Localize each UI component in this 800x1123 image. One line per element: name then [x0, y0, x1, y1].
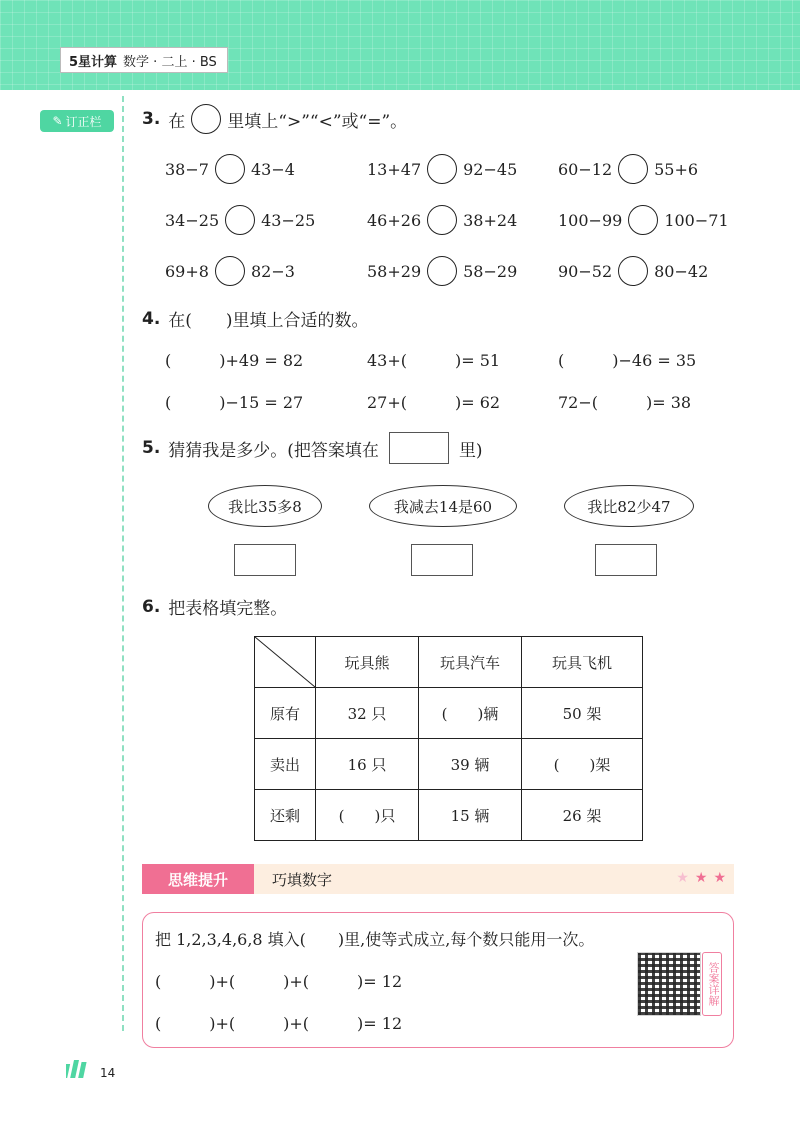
riddle-bubble: 我比82少47: [564, 485, 694, 527]
compare-expr: [367, 256, 517, 286]
compare-expr: [558, 205, 729, 235]
compare-circle[interactable]: [618, 154, 648, 184]
compare-circle[interactable]: [427, 154, 457, 184]
compare-expr: [367, 154, 517, 184]
question-text: 把表格填完整。: [168, 599, 288, 619]
thinking-question: 把 1,2,3,4,6,8 填入( )里,使等式成立,每个数只能用一次。: [155, 930, 595, 949]
table-row: [255, 790, 643, 841]
qr-code[interactable]: [637, 952, 701, 1016]
diagonal-line: [255, 637, 315, 687]
expr-left: 69+8: [165, 261, 209, 281]
question-5: [142, 432, 483, 464]
compare-circle[interactable]: [225, 205, 255, 235]
compare-circle[interactable]: [628, 205, 658, 235]
star-icon: ★: [694, 870, 708, 886]
table-cell: 26 架: [522, 790, 643, 841]
expr-right: 82−3: [250, 261, 295, 281]
expr-left: 90−52: [558, 261, 613, 281]
pencil-icon: ✎: [52, 114, 63, 128]
compare-expr: [165, 205, 315, 235]
compare-expr: [558, 154, 698, 184]
compare-expr: [165, 154, 295, 184]
question-text: 在( )里填上合适的数。: [168, 311, 369, 331]
expr-right: 38+24: [463, 210, 518, 230]
table-cell: 15 辆: [419, 790, 522, 841]
compare-expr: [367, 205, 517, 235]
section-title: 思维提升: [142, 864, 254, 894]
compare-circle[interactable]: [427, 256, 457, 286]
compare-expr: [558, 256, 708, 286]
table-header: 玩具飞机: [522, 637, 643, 688]
fill-expr[interactable]: ( )−15 = 27: [165, 393, 304, 412]
expr-left: 13+47: [367, 159, 422, 179]
expr-right: 58−29: [463, 261, 518, 281]
row-label: 原有: [255, 688, 316, 739]
table-cell: 50 架: [522, 688, 643, 739]
table-cell: 39 辆: [419, 739, 522, 790]
compare-circle[interactable]: [618, 256, 648, 286]
page-number: 14: [100, 1066, 116, 1080]
thinking-section-bar: [142, 864, 734, 894]
section-subtitle: 巧填数字: [272, 870, 333, 889]
compare-circle[interactable]: [215, 256, 245, 286]
row-label: 还剩: [255, 790, 316, 841]
expr-left: 60−12: [558, 159, 613, 179]
fill-expr[interactable]: ( )+49 = 82: [165, 351, 304, 370]
question-6: [142, 594, 287, 619]
fill-expr[interactable]: 43+( )= 51: [367, 351, 501, 370]
expr-right: 55+6: [654, 159, 699, 179]
star-icon: ★: [713, 870, 726, 886]
question-text-pre: 在: [168, 111, 186, 132]
expr-left: 46+26: [367, 210, 422, 230]
book-subtitle: 数学 · 二上 · BS: [123, 54, 217, 70]
riddle-bubble: 我比35多8: [208, 485, 322, 527]
expr-right: 43−4: [250, 159, 295, 179]
question-number: 4.: [142, 308, 161, 329]
qr-label: 答案详解: [702, 952, 722, 1016]
correction-text: 订正栏: [65, 114, 102, 129]
margin-divider: [122, 96, 124, 1031]
question-text-post: 里): [458, 440, 483, 461]
fill-expr[interactable]: 72−( )= 38: [558, 393, 692, 412]
thinking-equation[interactable]: ( )+( )+( )= 12: [155, 972, 403, 991]
toy-table: [254, 636, 643, 841]
question-number: 6.: [142, 596, 161, 617]
answer-box[interactable]: [595, 544, 657, 576]
expr-left: 34−25: [165, 210, 220, 230]
table-cell-blank[interactable]: ( )架: [522, 739, 643, 790]
answer-box[interactable]: [234, 544, 296, 576]
table-header-row: [255, 637, 643, 688]
table-cell: 32 只: [316, 688, 419, 739]
row-label: 卖出: [255, 739, 316, 790]
table-corner-cell: [255, 637, 316, 688]
correction-label: [40, 110, 114, 132]
answer-circle: [191, 104, 221, 134]
thinking-equation[interactable]: ( )+( )+( )= 12: [155, 1014, 403, 1033]
book-brand: 5星计算: [69, 54, 118, 70]
compare-expr: [165, 256, 295, 286]
page-header: [0, 0, 800, 90]
table-cell-blank[interactable]: ( )辆: [419, 688, 522, 739]
question-4: [142, 306, 369, 331]
riddle-bubble: 我减去14是60: [369, 485, 517, 527]
table-header: 玩具汽车: [419, 637, 522, 688]
expr-left: 58+29: [367, 261, 422, 281]
table-header: 玩具熊: [316, 637, 419, 688]
book-tag: [60, 47, 228, 73]
table-cell-blank[interactable]: ( )只: [316, 790, 419, 841]
question-3: [142, 104, 407, 134]
question-number: 3.: [142, 109, 161, 129]
fill-expr[interactable]: 27+( )= 62: [367, 393, 501, 412]
table-row: [255, 739, 643, 790]
expr-right: 43−25: [261, 210, 316, 230]
expr-left: 100−99: [558, 210, 623, 230]
answer-box-sample: [389, 432, 449, 464]
question-number: 5.: [142, 438, 161, 458]
question-text-post: 里填上“>”“<”或“=”。: [227, 111, 408, 132]
compare-circle[interactable]: [215, 154, 245, 184]
expr-right: 100−71: [664, 210, 729, 230]
table-cell: 16 只: [316, 739, 419, 790]
table-row: [255, 688, 643, 739]
difficulty-stars: [676, 870, 726, 886]
answer-box[interactable]: [411, 544, 473, 576]
expr-left: 38−7: [165, 159, 209, 179]
expr-right: 80−42: [654, 261, 709, 281]
fill-expr[interactable]: ( )−46 = 35: [558, 351, 697, 370]
question-text-pre: 猜猜我是多少。(把答案填在: [168, 440, 379, 461]
star-icon: ★: [676, 870, 689, 886]
expr-right: 92−45: [463, 159, 518, 179]
book-logo-icon: [66, 1060, 96, 1078]
compare-circle[interactable]: [427, 205, 457, 235]
